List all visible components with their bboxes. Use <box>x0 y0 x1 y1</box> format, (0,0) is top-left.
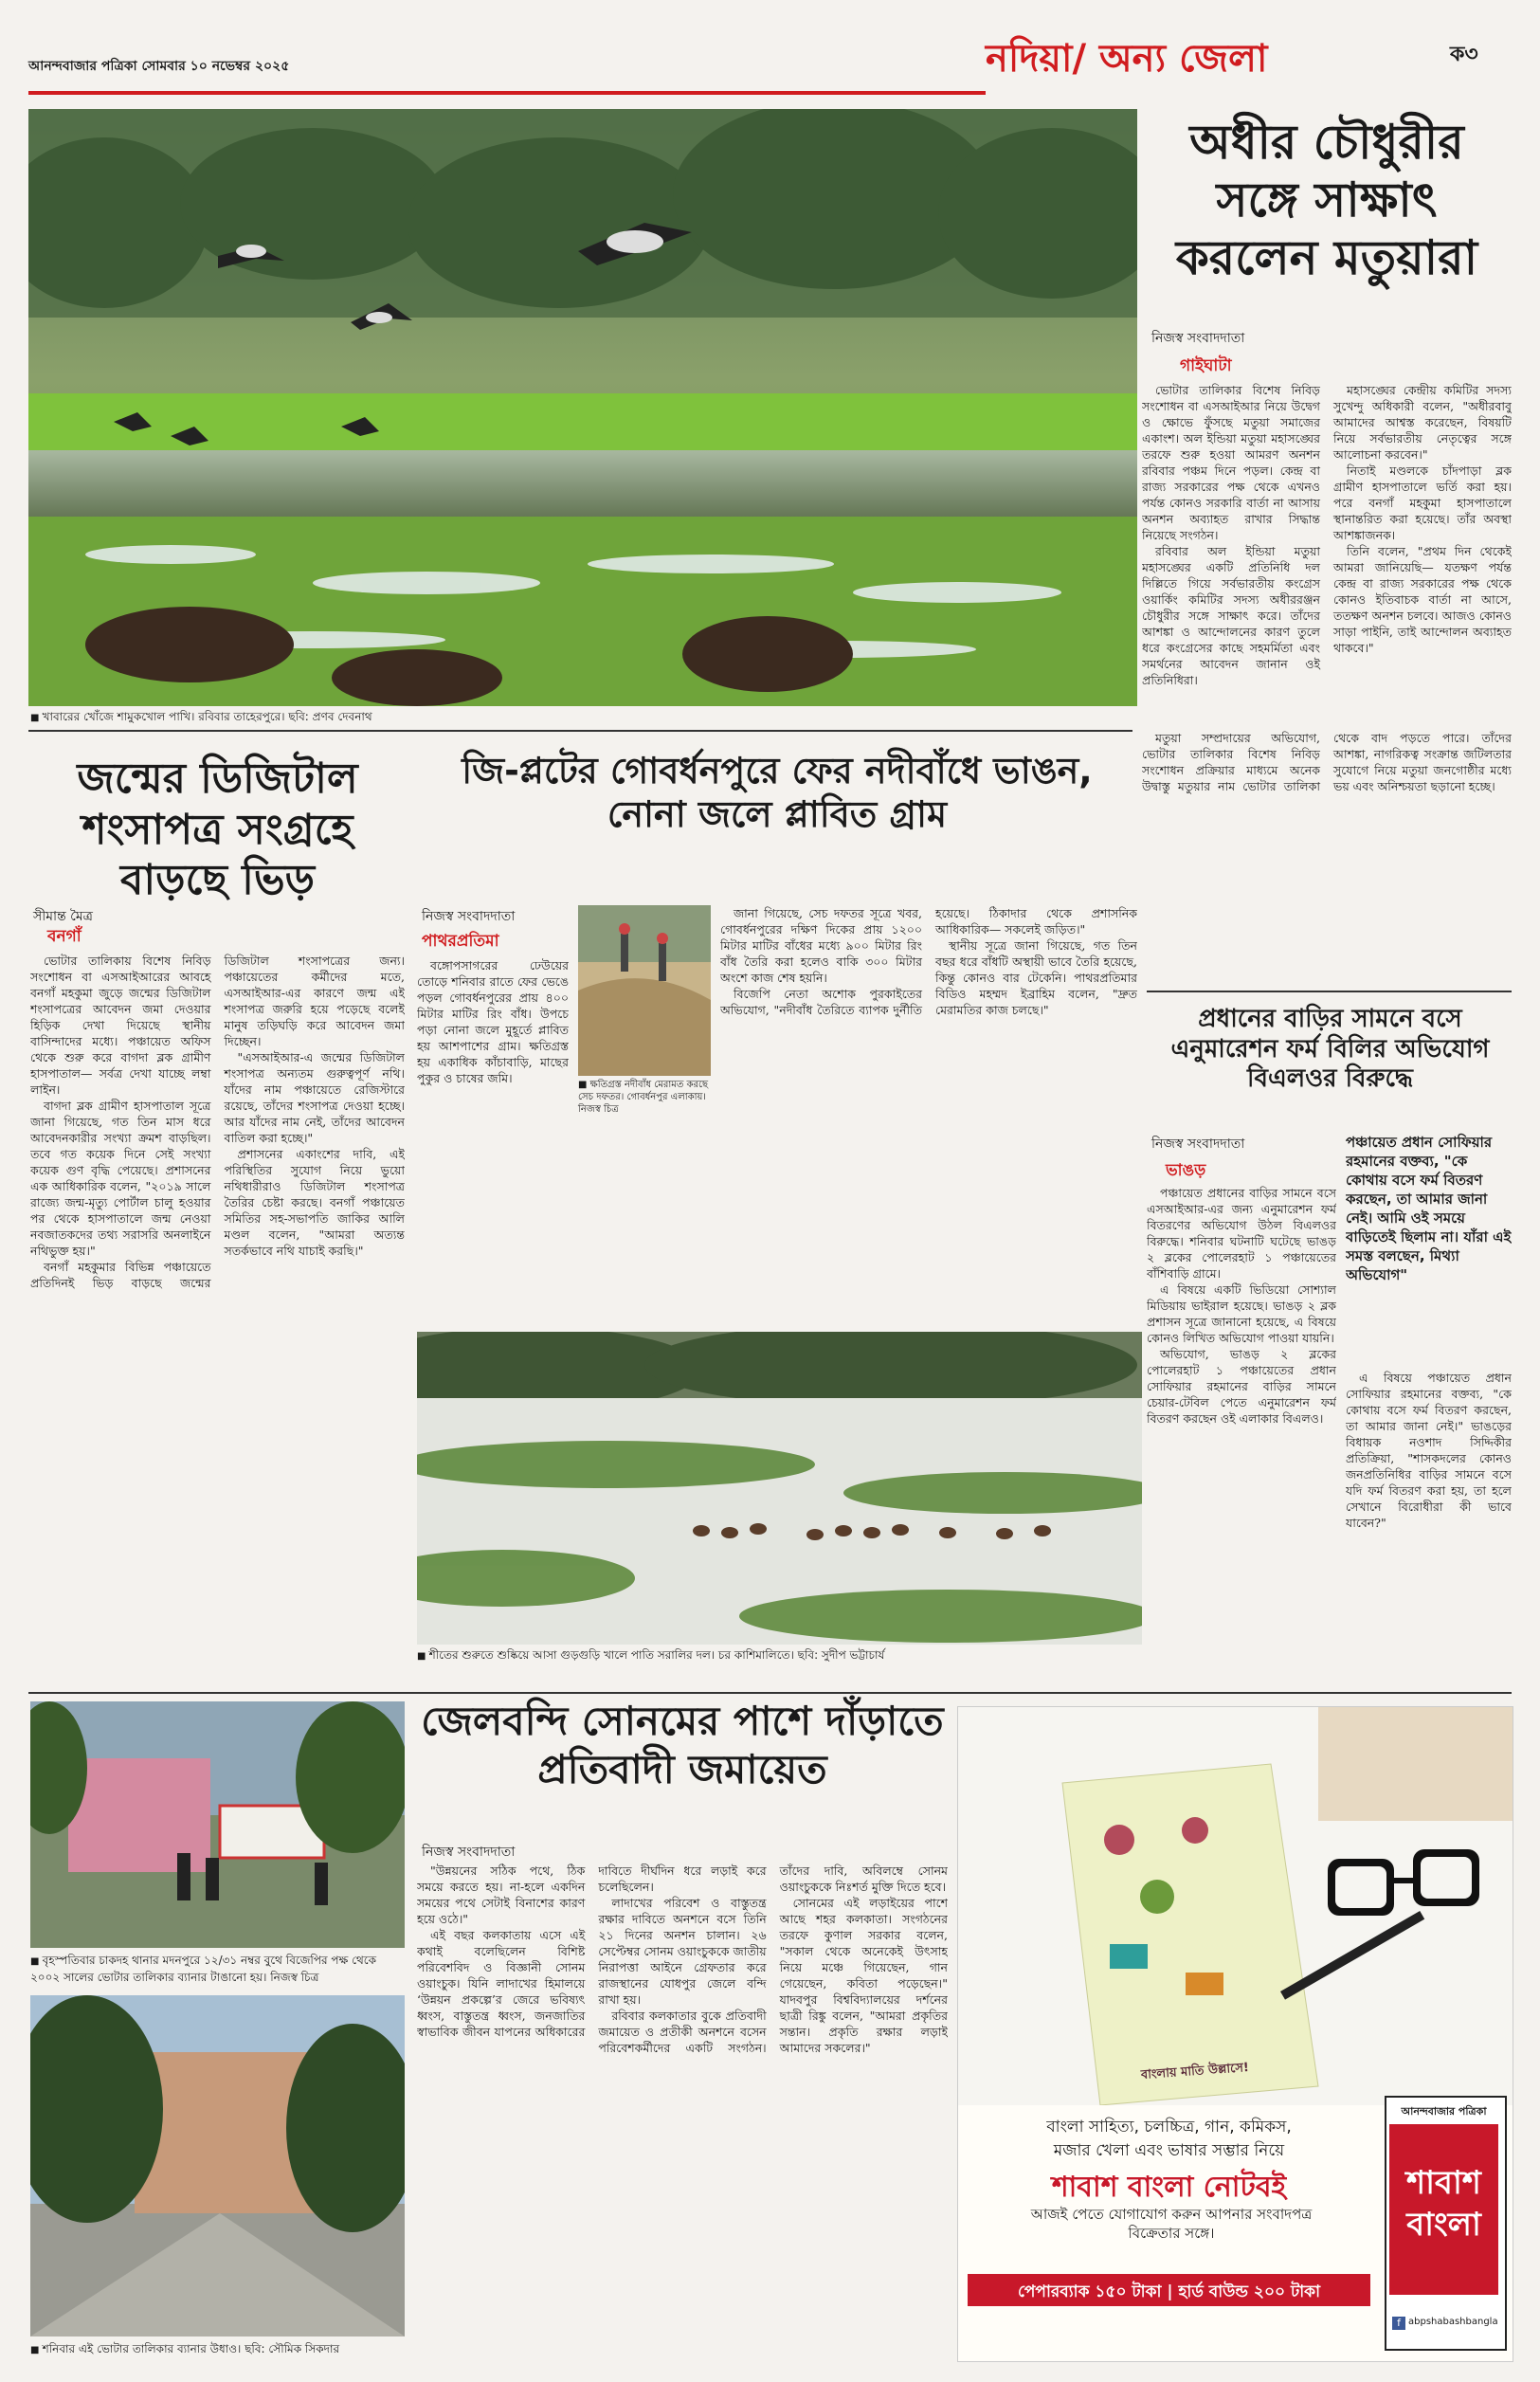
whistling-ducks-image <box>417 1332 1142 1645</box>
dam-photo-caption: ■ ক্ষতিগ্রস্ত নদীবাঁধ মেরামত করছে সেচ দফতর। গোবর্ধনপুর এলাকায়। নিজস্ব চিত্র <box>578 1079 711 1116</box>
advert-title: শাবাশ বাংলা নোটবই <box>1051 2171 1287 2204</box>
top-photo-caption: ■ খাবারের খোঁজে শামুকখোল পাখি। রবিবার তাহেরপুরে। ছবি: প্রণব দেবনাথ <box>30 709 1120 726</box>
story5-headline: জেলবন্দি সোনমের পাশে দাঁড়াতে প্রতিবাদী জমায়েত <box>421 1698 944 1793</box>
story1-para: মতুয়া সম্প্রদায়ের অভিযোগ, ভোটার তালিকার বিশেষ নিবিড় সংশোধন প্রক্রিয়ার মাধ্যমে অনেক উদ্বাস্তু মতুয়ার নাম ভোটার তালিকা থেকে বাদ পড়তে পারে। তাঁদের আশঙ্কা, নাগরিকত্ব সংক্রান্ত জটিলতার সুযোগে নিয়ে মতুয়া জনগোষ্ঠীর মধ্যে ভয় এবং অনিশ্চয়তা ছড়ানো হচ্ছে। <box>1142 731 1512 793</box>
story4-para: পঞ্চায়েত প্রধানের বাড়ির সামনে বসে এসআইআর-এর জন্য এনুমারেশন ফর্ম বিতরণের অভিযোগ উঠল বিএলওর বিরুদ্ধে। শনিবার ঘটনাটি ঘটেছে ভাঙড় ২ ব্লকের পোলেরহাট ১ পঞ্চায়েতের বাঁশিবাড়ি গ্রামে। <box>1147 1186 1336 1281</box>
brand-handle: abpshabashbangla <box>1408 2317 1498 2327</box>
story5-para: সোনমের এই লড়াইয়ের পাশে আছে শহর কলকাতা। সংগঠনের তরফে কুণাল সরকার বলেন, "সকাল থেকে অনেকেই উৎসাহ নিয়ে মঞ্চে গিয়েছেন, গান গেয়েছেন, কবিতা পড়েছেন।" যাদবপুর বিশ্ববিদ্যালয়ের দর্শনের ছাত্রী রিঙ্কু বলেন, "আমরা প্রকৃতির সন্তান। প্রকৃতি রক্ষার লড়াই আমাদের সকলের।" <box>779 1896 948 2055</box>
brand-paper: আনন্দবাজার পত্রিকা <box>1401 2105 1487 2118</box>
story5-byline: নিজস্ব সংবাদদাতা <box>422 1845 516 1860</box>
story4-body <box>1147 1185 1336 1645</box>
story1-body-cont <box>1142 730 1512 986</box>
story2-para: "এসআইআর-এ জন্মের ডিজিটাল শংসাপত্র অন্যতম গুরুত্বপূর্ণ নথি। যাঁদের নাম পঞ্চায়েতে রেজিস্টারে রয়েছে, তাঁদের শংসাপত্র দেওয়া হচ্ছে। আর যাঁদের নাম নেই, তাঁদের আবেদন বাতিল করা হচ্ছে।" <box>224 1050 405 1145</box>
paper-dateline: আনন্দবাজার পত্রিকা সোমবার ১০ নভেম্বর ২০২৫ <box>28 59 290 74</box>
divider <box>28 730 1132 732</box>
masthead-rule <box>28 91 986 95</box>
story2-para: প্রশাসনের একাংশের দাবি, এই পরিস্থিতির সুযোগ নিয়ে ভুয়ো নথিধারীরাও ডিজিটাল শংসাপত্র তৈরির চেষ্টা করছে। বনগাঁ পঞ্চায়েত সমিতির সহ-সভাপতি জাকির আলি মণ্ডল বলেন, "আমরা অত্যন্ত সতর্কভাবে নথি যাচাই করছি।" <box>224 1147 405 1258</box>
story4-para: অভিযোগ, ভাঙড় ২ ব্লকের পোলেরহাট ১ পঞ্চায়েতের প্রধান সোফিয়ার রহমানের বাড়ির সামনে চেয়ার-টেবিল পেতে এনুমারেশন ফর্ম বিতরণ করছেন ওই এলাকার বিএলও। <box>1147 1347 1336 1426</box>
wide-photo-caption: ■ শীতের শুরুতে শুষ্কিয়ে আসা গুড়গুড়ি খালে পাতি সরালির দল। চর কাশিমালিতে। ছবি: সুদীপ ভট্টাচার্য <box>417 1647 1142 1664</box>
masthead <box>28 55 1512 102</box>
story5-para: এই বছর কলকাতায় এসে এই কথাই বলেছিলেন বিশিষ্ট পরিবেশবিদ ও বিজ্ঞানী সোনম ওয়াংচুক। যিনি লাদাখের হিমালয়ে ‘উন্নয়ন প্রকল্পে’র জেরে ভবিষ্যৎ ধ্বংস, বাস্তুতন্ত্র ধ্বংস, জনজাতির স্বাভাবিক জীবন যাপনের অধিকারের দাবিতে দীর্ঘদিন ধরে লড়াই করে চলেছিলেন। <box>417 1864 767 2039</box>
story3-headline: জি-প্লটের গোবর্ধনপুরে ফের নদীবাঁধে ভাঙন, নোনা জলে প্লাবিত গ্রাম <box>462 750 1093 836</box>
advert-price: পেপারব্যাক ১৫০ টাকা | হার্ড বাউন্ড ২০০ টাকা <box>1018 2282 1320 2301</box>
section-title: নদিয়া/ অন্য জেলা <box>986 37 1268 81</box>
advert-copy-1: বাংলা সাহিত্য, চলচ্চিত্র, গান, কমিকস, <box>1046 2118 1292 2137</box>
top-photo <box>28 109 1137 706</box>
story2-byline: সীমান্ত মৈত্র <box>33 909 93 924</box>
story5-body <box>417 1863 948 2355</box>
page-number: ক৩ <box>1450 43 1478 66</box>
story5-para: লাদাখের পরিবেশ ও বাস্তুতন্ত্র রক্ষার দাবিতে অনশনে বসে তিনি ২১ দিনের অনশন চালান। ২৬ সেপ্টেম্বর সোনম ওয়াংচুককে জাতীয় নিরাপত্তা আইনে গ্রেফতার করে রাজস্থানের যোধপুর জেলে বন্দি রাখা হয়। <box>598 1896 767 2007</box>
banner-photo-2 <box>30 1995 405 2337</box>
story4-byline: নিজস্ব সংবাদদাতা <box>1151 1136 1245 1152</box>
divider <box>28 1692 1512 1694</box>
banner-photo-1-caption: ■ বৃহস্পতিবার চাকদহ থানার মদনপুরে ১২/৩১ নম্বর বুথে বিজেপির পক্ষ থেকে ২০০২ সালের ভোটার তালিকার ব্যানার টাঙানো হয়। নিজস্ব চিত্র <box>30 1953 405 1985</box>
story3-para: বিজেপি নেতা অশোক পুরকাইতের অভিযোগ, "নদীবাঁধ তৈরিতে ব্যাপক দুর্নীতি হয়েছে। ঠিকাদার থেকে প্রশাসনিক আধিকারিক— সকলেই জড়িত।" <box>720 906 1137 1017</box>
story2-para: বাগদা ব্লক গ্রামীণ হাসপাতাল সূত্রে জানা গিয়েছে, গত তিন মাস ধরে আবেদনকারীর সংখ্যা ক্রমশ বাড়ছিল। তবে গত কয়েক দিনে সেই সংখ্যা কয়েক গুণ বৃদ্ধি পেয়েছে। প্রশাসনের এক আধিকারিক বলেন, "২০১৯ সালে রাজ্যে জন্ম-মৃত্যু পোর্টাল চালু হওয়ার পর থেকে হাসপাতালে জন্ম নেওয়া নবজাতকদের তথ্য সরাসরি অনলাইনে নথিভুক্ত হয়।" <box>30 1099 211 1258</box>
banner-photo-1 <box>30 1701 405 1948</box>
story2-body <box>30 953 405 1687</box>
story5-para: "উন্নয়নের সঠিক পথে, ঠিক সময়ে করতে হয়। না-হলে একদিন সময়ের পথে সেটাই বিনাশের কারণ হয়ে ওঠে।" <box>417 1864 586 1926</box>
brand-logo: শাবাশ বাংলা <box>1389 2124 1498 2295</box>
story2-para: বনগাঁ মহকুমার বিভিন্ন পঞ্চায়েতে প্রতিদিনই ভিড় বাড়ছে জন্মের ডিজিটাল শংসাপত্রের জন্য। পঞ্চায়েতের কর্মীদের মতে, এসআইআর-এর কারণে জন্ম এই শংসাপত্র জরুরি হয়ে পড়েছে বলেই মানুষ তড়িঘড়ি করে আবেদন জমা দিচ্ছেন। <box>30 954 405 1290</box>
story3-byline: নিজস্ব সংবাদদাতা <box>422 909 516 924</box>
story3-para: জানা গিয়েছে, সেচ দফতর সূত্রে খবর, গোবর্ধনপুরের দক্ষিণ দিকের প্রায় ১২০০ মিটার মাটির বাঁধের মধ্যে ৯০০ মিটার রিং বাঁধ তৈরি করা হলেও বাকি ৩০০ মিটার অংশে কাজ শেষ হয়নি। <box>720 906 922 985</box>
notebook-tagline: বাংলায় মাতি উল্লাসে! <box>1140 2061 1250 2082</box>
story4-body-cont <box>1346 1370 1512 1645</box>
banner-house-image <box>30 1701 405 1948</box>
story1-headline: অধীর চৌধুরীর সঙ্গে সাক্ষাৎ করলেন মতুয়ারা <box>1175 115 1478 285</box>
story1-para: নিতাই মণ্ডলকে চাঁদপাড়া ব্লক গ্রামীণ হাসপাতালে ভর্তি করা হয়। পরে বনগাঁ মহকুমা হাসপাতালে স্থানান্তরিত করা হয়েছে। তাঁর অবস্থা আশঙ্কাজনক। <box>1333 464 1512 542</box>
story4-para: এ বিষয়ে একটি ভিডিয়ো সোশ্যাল মিডিয়ায় ভাইরাল হয়েছে। ভাঙড় ২ ব্লক প্রশাসন সূত্রে জানানো হয়েছে, এ বিষয়ে কোনও লিখিত অভিযোগ পাওয়া যায়নি। <box>1147 1282 1336 1345</box>
facebook-icon: f <box>1392 2317 1405 2330</box>
story1-para: মহাসঙ্ঘের কেন্দ্রীয় কমিটির সদস্য সুখেন্দু অধিকারী বলেন, "অধীরবাবু আমাদের আশ্বস্ত করেছেন, বিষয়টি নিয়ে সর্বভারতীয় নেতৃত্বের সঙ্গে আলোচনা করবেন।" <box>1333 383 1512 462</box>
story3-body-cont <box>720 905 1137 1327</box>
story1-para: ভোটার তালিকার বিশেষ নিবিড় সংশোধন বা এসআইআর নিয়ে উদ্বেগ ও ক্ষোভে ফুঁসছে মতুয়া সমাজের একাংশ। অল ইন্ডিয়া মতুয়া মহাসঙ্ঘের তরফে শুরু হওয়া আমরণ অনশন রবিবার পঞ্চম দিনে পড়ল। কেন্দ্র বা রাজ্য সরকারের পক্ষ থেকে এখনও পর্যন্ত কোনও সরকারি বার্তা না আসায় অনশন অব্যাহত রাখার সিদ্ধান্ত নিয়েছে সংগঠন। <box>1142 383 1320 542</box>
story3-para: বঙ্গোপসাগরের ঢেউয়ের তোড়ে শনিবার রাতে ফের ভেঙে পড়ল গোবর্ধনপুরের প্রায় ৪০০ মিটার মাটির রিং বাঁধ। উপচে পড়া নোনা জলে মুহূর্তে প্লাবিত হয় আশপাশের গ্রাম। ক্ষতিগ্রস্ত হয় একাধিক কাঁচাবাড়ি, মাছের পুকুর ও চাষের জমি। <box>417 958 569 1085</box>
story3-para: স্থানীয় সূত্রে জানা গিয়েছে, গত তিন বছর ধরে বাঁধটি অস্থায়ী ভাবে তৈরি হয়েছে, কিন্তু কোনও বার টেকেনি। পাথরপ্রতিমার বিডিও মহম্মদ ইব্রাহিম বলেন, "দ্রুত মেরামতির কাজ চলছে।" <box>935 938 1137 1017</box>
advert-cta: আজই পেতে যোগাযোগ করুন আপনার সংবাদপত্র বিক্রেতার সঙ্গে। <box>1030 2206 1313 2242</box>
story1-place: গাইঘাটা <box>1180 356 1232 375</box>
story4-headline: প্রধানের বাড়ির সামনে বসে এনুমারেশন ফর্ম বিলির অভিযোগ বিএলওর বিরুদ্ধে <box>1170 1005 1490 1094</box>
story5-para: রবিবার কলকাতার বুকে প্রতিবাদী জমায়েত ও প্রতীকী অনশনে বসেন পরিবেশকর্মীদের একটি সংগঠন। তাঁদের দাবি, অবিলম্বে সোনম ওয়াংচুককে নিঃশর্ত মুক্তি দিতে হবে। <box>598 1864 948 2055</box>
story1-byline: নিজস্ব সংবাদদাতা <box>1151 331 1245 346</box>
story1-para: তিনি বলেন, "প্রথম দিন থেকেই আমরা জানিয়েছি— যতক্ষণ পর্যন্ত কেন্দ্র বা রাজ্য সরকারের পক্ষ থেকে কোনও ইতিবাচক বার্তা না আসে, ততক্ষণ অনশন চলবে। আজও কোনও সাড়া পাইনি, তাই আন্দোলন অব্যাহত থাকবে।" <box>1333 544 1512 655</box>
story4-pull-quote: পঞ্চায়েত প্রধান সোফিয়ার রহমানের বক্তব্য, "কে কোথায় বসে ফর্ম বিতরণ করছেন, তা আমার জানা নেই। আমি ওই সময়ে বাড়িতেই ছিলাম না। যাঁরা এই সমস্ত বলছেন, মিথ্যা অভিযোগ" <box>1346 1134 1512 1283</box>
dam-repair-photo <box>578 905 711 1076</box>
story2-para: ভোটার তালিকায় বিশেষ নিবিড় সংশোধন বা এসআইআরের আবহে বনগাঁ মহকুমা জুড়ে জন্মের ডিজিটাল শংসাপত্রের আবেদন জমা দেওয়ার হিড়িক দেখা দিয়েছে স্থানীয় বাসিন্দাদের মধ্যে। পঞ্চায়েত অফিস থেকে শুরু করে বাগদা ব্লক গ্রামীণ হাসপাতাল— সর্বত্র দেখা যাচ্ছে লম্বা লাইন। <box>30 954 211 1097</box>
wetland-birds-photo <box>417 1332 1142 1645</box>
story1-body <box>1142 382 1512 723</box>
story4-place: ভাঙড় <box>1166 1161 1206 1180</box>
story3-place: পাথরপ্রতিমা <box>422 932 499 951</box>
notebook-illustration <box>958 1707 1513 2105</box>
advert-copy-2: মজার খেলা এবং ভাষার সম্ভার নিয়ে <box>1053 2141 1285 2160</box>
story1-para: রবিবার অল ইন্ডিয়া মতুয়া মহাসঙ্ঘের একটি প্রতিনিধি দল দিল্লিতে গিয়ে সর্বভারতীয় কংগ্রেস ওয়ার্কিং কমিটির সদস্য অধীররঞ্জন চৌধুরীর সঙ্গে সাক্ষাৎ করে। তাঁদের আশঙ্কা ও আন্দোলনের কারণ তুলে ধরে কংগ্রেসের কাছে সহমর্মিতা এবং সমর্থনের আবেদন জানান ওই প্রতিনিধিরা। <box>1142 544 1320 687</box>
banner-photo-2-caption: ■ শনিবার এই ভোটার তালিকার ব্যানার উধাও। ছবি: সৌমিক সিকদার <box>30 2341 405 2358</box>
dam-repair-image <box>578 905 711 1076</box>
story3-body <box>417 957 569 1327</box>
story2-place: বনগাঁ <box>47 927 82 946</box>
story4-para: এ বিষয়ে পঞ্চায়েত প্রধান সোফিয়ার রহমানের বক্তব্য, "কে কোথায় বসে ফর্ম বিতরণ করছেন, তা আমার জানা নেই।" ভাঙড়ের বিধায়ক নওশাদ সিদ্দিকীর প্রতিক্রিয়া, "শাসকদলের কোনও জনপ্রতিনিধির বাড়ির সামনে বসে যদি ফর্ম বিতরণ করা হয়, তা হলে সেখানে বিরোধীরা কী ভাবে যাবেন?" <box>1346 1371 1512 1530</box>
storks-wetland-image <box>28 109 1137 706</box>
street-house-image <box>30 1995 405 2337</box>
story2-headline: জন্মের ডিজিটাল শংসাপত্র সংগ্রহে বাড়ছে ভিড় <box>77 755 358 905</box>
divider <box>1147 991 1512 992</box>
advertisement[interactable] <box>957 1706 1513 2362</box>
